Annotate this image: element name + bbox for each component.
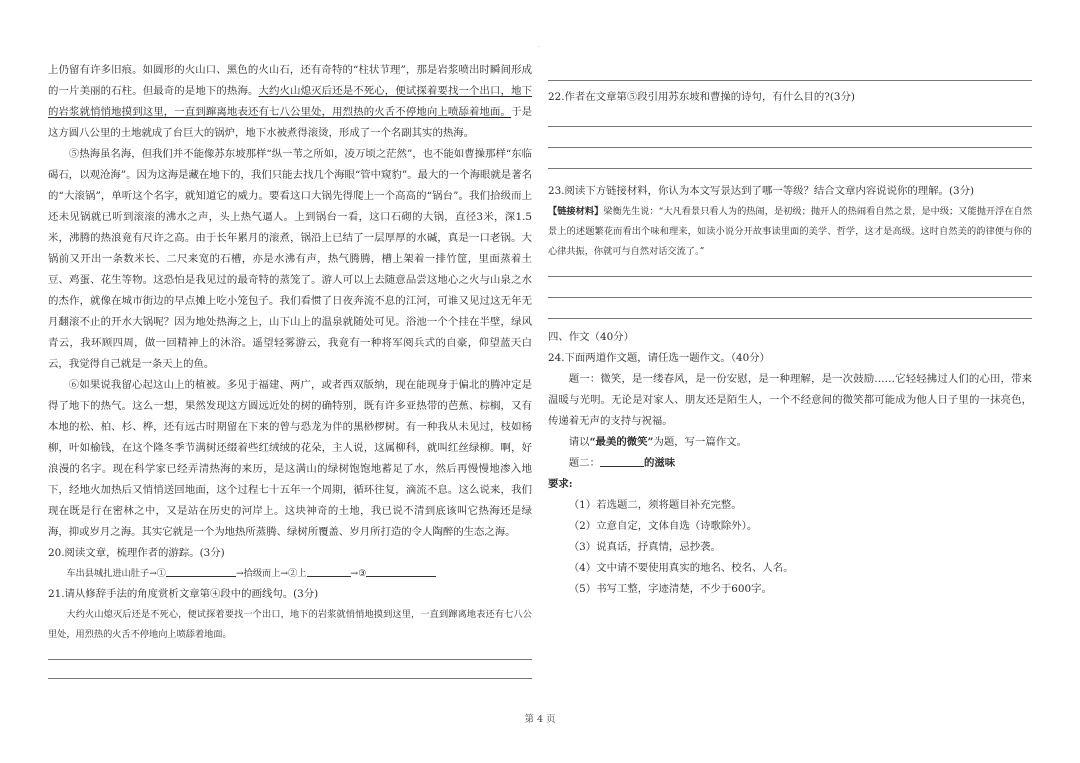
link-material: 【链接材料】梁衡先生说：“大凡看景只看人为的热闹，是初级；抛开人的热闹看自然之景，是中级；又能抛开浮在自然景上的述题繁花而看出个味和理来，如读小说分开故事读里面的美学、哲学，这才是高级。这时自然美的韵律便与你的心律共振，你就可与自然对话交流了。” — [548, 206, 1033, 257]
paragraph-5: ⑤热海虽名海，但我们并不能像苏东坡那样“纵一苇之所如，凌万顷之茫然”，也不能如曹操那样“东临碣石，以观沧海”。因为这海是藏在地下的，我们只能去找几个海眼“管中窥豹”。最大的一个海眼就是著名的“大滚锅”，单听这个名字，就知道它的威力。要看这口大锅先得爬上一个高高的“锅台”。我们拾级而上还未见锅就已听到滚滚的沸水之声，头上热气逼人。上到锅台一看，这口石砌的大锅，直径3米，深1.5米，沸腾的热浪竟有尺许之高。由于长年累月的滚煮，锅沿上已结了一层厚厚的水碱，真是一口老锅。大锅前又开出一条数米长、二尺来宽的石槽，亦是水沸有声，热气腾腾，槽上架着一排竹筐，里面蒸着土豆、鸡蛋、花生等物。这恐怕是我见过的最奇特的蒸笼了。游人可以上去随意品尝这地心之火与山泉之水的杰作，就像在城市街边的早点摊上吃小笼包子。我们看惯了日夜奔流不息的江河，可谁又见过这无年无月翻滚不止的开水大锅呢？因为地处热海之上，山下山上的温泉就随处可见。浴池一个个挂在半壁，绿风青云，我环顾四周，做一回精神上的沐浴。遥望轻雾游云，我竟有一种将军阅兵式的自豪，仰望蓝天白云，我觉得自己就是一条天上的鱼。 — [48, 148, 532, 370]
requirement-item: （1）若选题二，须将题目补充完整。 — [568, 499, 742, 511]
paragraph-4: 上仍留有许多旧痕。如圆形的火山口、黑色的火山石，还有奇特的“柱状节理”，那是岩浆喷出时瞬间形成的一片美丽的石柱。但最奇的是地下的热海。大约火山熄灭后还是不死心，便试探着要找一个出口，地下的岩浆就悄悄地摸到这里，一直到蹿离地表还有七八公里处，用烈热的火舌不停地向上喷舔着地面。于是这方圆八公里的土地就成了台巨大的锅炉，地下水被煮得滚烫，形成了一个名副其实的热海。 — [48, 64, 533, 139]
answer-line-21b[interactable] — [48, 660, 532, 679]
requirement-item: （3）说真话，抒真情，忌抄袭。 — [568, 541, 721, 553]
answer-line-22a[interactable] — [548, 108, 1032, 127]
q20-route: 车出县城扎进山肚子→① →拾级而上→②上 →③ — [48, 564, 532, 584]
page-marker: · — [538, 44, 540, 51]
answer-blank-1[interactable] — [166, 564, 236, 577]
requirement-item: （4）文中请不要使用真实的地名、校名、人名。 — [568, 562, 794, 574]
answer-line-22b[interactable] — [548, 127, 1032, 148]
paragraph-6: ⑥如果说我留心起这山上的植被。多见于福建、两广，或者西双版纳，现在能现身于偏北的腾冲定是得了地下的热气。这么一想，果然发现这方圆远近处的树的确特别，既有许多亚热带的芭蕉、棕榈，又有本地的松、柏、杉、桦，还有远古时期留在下来的曾与恐龙为伴的黑桫椤树。有一种我从未见过，枝如杨柳，叶如榆钱，在这个隆冬季节满树还缀着些红绒绒的花朵，主人说，这属柳科，就叫红丝绿柳。啊，好浪漫的名字。现在科学家已经弄清热海的来历，是这满山的绿树饱饱地蓄足了水，然后再慢慢地渗入地下，经地火加热后又悄悄送回地面，这个过程七十五年一个周期，循环往复，滴流不息。这么说来，我们现在既是行在密林之中，又是站在历史的河岸上。这块神奇的土地，我已说不清到底该叫它热海还是绿海，抑或岁月之海。其实它就是一个为地热所蒸腾、绿树所覆盖、岁月所打造的令人陶醉的生态之海。 — [48, 379, 532, 538]
requirements-label: 要求: — [548, 478, 573, 490]
answer-blank-2[interactable] — [307, 564, 351, 577]
question-20: 20.阅读文章，梳理作者的游踪。(3分) — [48, 547, 225, 559]
page-number: 第 4 页 — [524, 714, 556, 725]
underlined-sentence: 大约火山熄灭后还是不死心，便试探着要找一个出口，地下的岩浆就悄悄地摸到这里，一直到蹿离地表还有七八公里处，用烈热的火舌不停地向上喷舔着地面。 — [48, 85, 533, 118]
answer-line-23a[interactable] — [548, 262, 1032, 277]
topic-two-blank[interactable] — [600, 454, 644, 467]
question-24: 24.下面两道作文题，请任选一题作文。（40分） — [548, 352, 770, 364]
question-22: 22.作者在文章第⑤段引用苏东坡和曹操的诗句，有什么目的?(3分) — [548, 91, 855, 103]
right-column — [548, 60, 1032, 600]
answer-line-23c[interactable] — [548, 298, 1032, 319]
answer-line-21a[interactable] — [48, 645, 532, 660]
answer-line-23b[interactable] — [548, 277, 1032, 298]
answer-blank-3[interactable] — [366, 564, 436, 577]
requirement-item: （2）立意自定，文体自选（诗歌除外）。 — [568, 520, 758, 532]
answer-line-top[interactable] — [548, 60, 1032, 81]
section-four-title: 四、作文（40分） — [548, 331, 634, 343]
question-21: 21.请从修辞手法的角度赏析文章第④段中的画线句。(3分) — [48, 588, 319, 600]
left-column — [48, 60, 532, 679]
answer-line-22c[interactable] — [548, 148, 1032, 169]
requirement-item: （5）书写工整，字迹清楚，不少于600字。 — [568, 583, 772, 595]
q21-quote: 大约火山熄灭后还是不死心，便试探着要找一个出口，地下的岩浆就悄悄地摸到这里，一直到蹿离地表还有七八公里处，用烈热的火舌不停地向上喷舔着地面。 — [48, 609, 532, 640]
topic-one: 题一：微笑，是一缕春风，是一份安慰，是一种理解，是一次鼓励……它轻轻拂过人们的心田，带来温暖与光明。无论是对家人、朋友还是陌生人，一个不经意间的微笑都可能成为他人日子里的一抹亮色，传递着无声的支持与祝福。 — [548, 373, 1032, 427]
topic-one-instruction: 请以“最美的微笑”为题，写一篇作文。 — [568, 436, 747, 448]
topic-two: 题二： 的滋味 — [548, 453, 1032, 474]
question-23: 23.阅读下方链接材料，你认为本文写景达到了哪一等级？结合文章内容说说你的理解。(3分) — [548, 185, 975, 197]
